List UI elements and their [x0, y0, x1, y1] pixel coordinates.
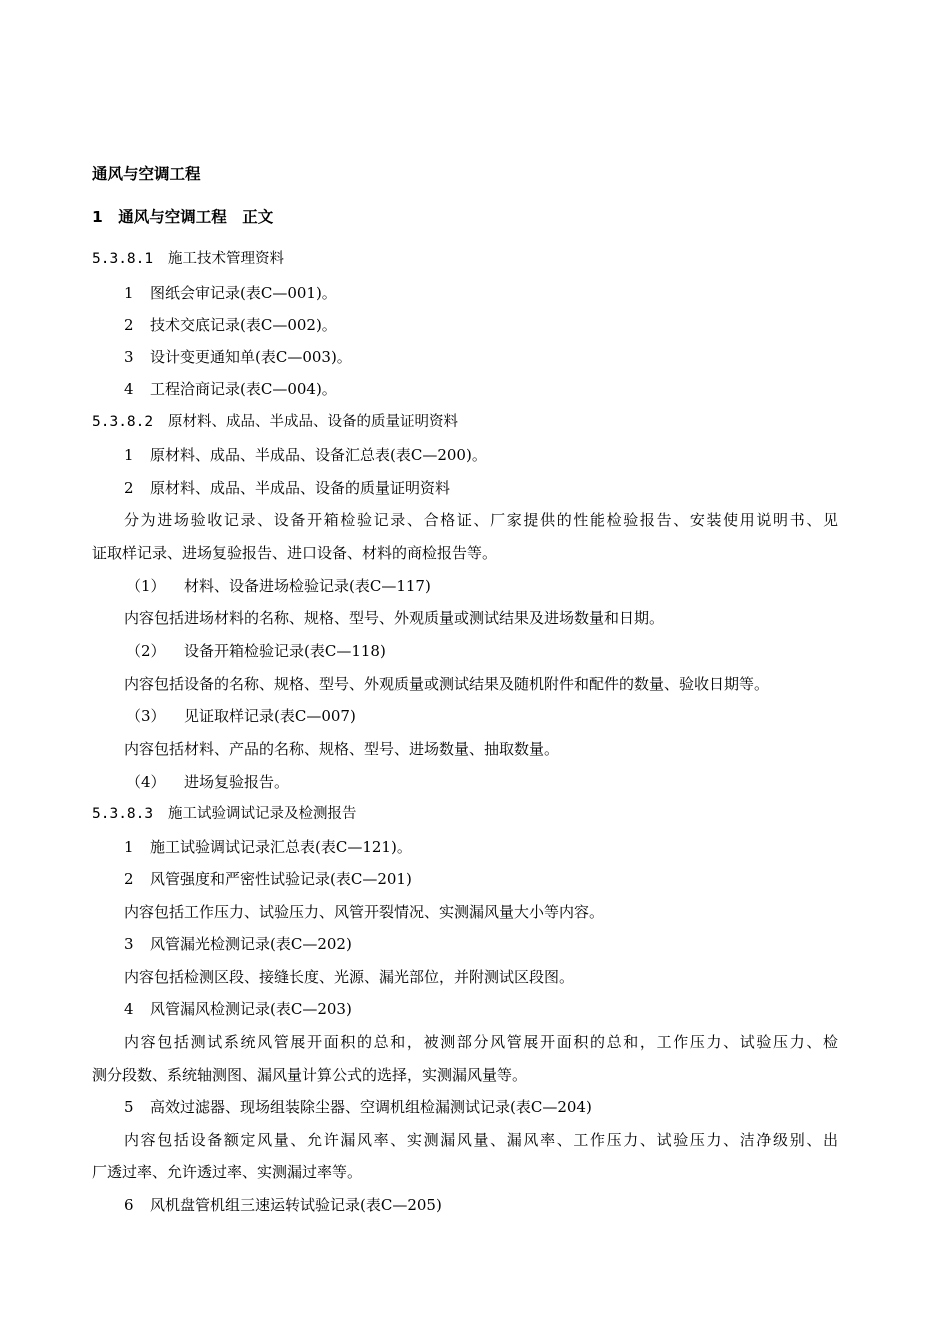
item-desc: 内容包括设备额定风量、允许漏风率、实测漏风量、漏风率、工作压力、试验压力、洁净级别、出	[124, 1131, 838, 1149]
sub-item	[126, 706, 356, 726]
item-desc: 内容包括检测区段、接缝长度、光源、漏光部位，并附测试区段图。	[124, 968, 575, 986]
section-number: 5.3.8.2	[92, 414, 154, 430]
list-item	[124, 934, 352, 954]
list-item	[124, 315, 337, 335]
list-item	[124, 379, 337, 399]
section-heading	[92, 412, 458, 432]
item-desc: 内容包括工作压力、试验压力、风管开裂情况、实测漏风量大小等内容。	[124, 903, 605, 921]
section-title: 施工试验调试记录及检测报告	[168, 806, 357, 822]
list-item	[124, 1097, 592, 1117]
sub-item	[126, 641, 386, 661]
paragraph-line: 分为进场验收记录、设备开箱检验记录、合格证、厂家提供的性能检验报告、安装使用说明书、见	[124, 511, 838, 529]
item-text: 图纸会审记录(表C—001)。	[150, 284, 337, 302]
list-item	[124, 869, 412, 889]
item-text: 风管漏风检测记录(表C—203)	[150, 1000, 352, 1018]
section-title: 施工技术管理资料	[168, 251, 284, 267]
item-number: 3	[124, 348, 134, 366]
section-heading	[92, 804, 357, 824]
sub-item-number: （1）	[126, 577, 166, 595]
sub-item-number: （2）	[126, 642, 166, 660]
item-desc: 内容包括测试系统风管展开面积的总和，被测部分风管展开面积的总和，工作压力、试验压力、检	[124, 1033, 838, 1051]
sub-item-number: （3）	[126, 707, 166, 725]
section-number: 5.3.8.1	[92, 251, 154, 267]
item-text: 原材料、成品、半成品、设备汇总表(表C—200)。	[150, 446, 487, 464]
list-item	[124, 1195, 442, 1215]
sub-item-text: 设备开箱检验记录(表C—118)	[184, 642, 386, 660]
sub-item-desc: 内容包括进场材料的名称、规格、型号、外观质量或测试结果及进场数量和日期。	[124, 609, 665, 627]
item-text: 技术交底记录(表C—002)。	[150, 316, 337, 334]
item-number: 1	[124, 838, 134, 856]
chapter-heading: 1 通风与空调工程 正文	[92, 208, 274, 226]
item-desc: 测分段数、系统轴测图、漏风量计算公式的选择，实测漏风量等。	[92, 1066, 528, 1084]
sub-item-text: 材料、设备进场检验记录(表C—117)	[184, 577, 431, 595]
item-number: 3	[124, 935, 134, 953]
item-text: 工程洽商记录(表C—004)。	[150, 380, 337, 398]
item-number: 4	[124, 1000, 134, 1018]
item-number: 2	[124, 479, 134, 497]
item-number: 5	[124, 1098, 134, 1116]
list-item	[124, 837, 412, 857]
item-number: 1	[124, 284, 134, 302]
sub-item	[126, 772, 289, 792]
list-item	[124, 999, 352, 1019]
item-number: 4	[124, 380, 134, 398]
list-item	[124, 283, 337, 303]
list-item	[124, 347, 352, 367]
item-text: 风管强度和严密性试验记录(表C—201)	[150, 870, 412, 888]
item-number: 2	[124, 870, 134, 888]
item-text: 设计变更通知单(表C—003)。	[150, 348, 352, 366]
sub-item-number: （4）	[126, 773, 166, 791]
document-title: 通风与空调工程	[92, 165, 201, 183]
item-number: 2	[124, 316, 134, 334]
list-item	[124, 445, 487, 465]
item-text: 风机盘管机组三速运转试验记录(表C—205)	[150, 1196, 442, 1214]
section-number: 5.3.8.3	[92, 806, 154, 822]
item-text: 施工试验调试记录汇总表(表C—121)。	[150, 838, 412, 856]
sub-item	[126, 576, 431, 596]
item-number: 1	[124, 446, 134, 464]
section-title: 原材料、成品、半成品、设备的质量证明资料	[168, 414, 458, 430]
item-text: 原材料、成品、半成品、设备的质量证明资料	[150, 479, 451, 497]
sub-item-text: 进场复验报告。	[184, 773, 290, 791]
list-item	[124, 478, 450, 498]
item-text: 风管漏光检测记录(表C—202)	[150, 935, 352, 953]
paragraph-line: 证取样记录、进场复验报告、进口设备、材料的商检报告等。	[92, 544, 498, 562]
section-heading	[92, 249, 284, 269]
item-desc: 厂透过率、允许透过率、实测漏过率等。	[92, 1163, 363, 1181]
sub-item-desc: 内容包括设备的名称、规格、型号、外观质量或测试结果及随机附件和配件的数量、验收日期等。	[124, 675, 770, 693]
sub-item-desc: 内容包括材料、产品的名称、规格、型号、进场数量、抽取数量。	[124, 740, 560, 758]
item-text: 高效过滤器、现场组装除尘器、空调机组检漏测试记录(表C—204)	[150, 1098, 592, 1116]
item-number: 6	[124, 1196, 134, 1214]
sub-item-text: 见证取样记录(表C—007)	[184, 707, 356, 725]
